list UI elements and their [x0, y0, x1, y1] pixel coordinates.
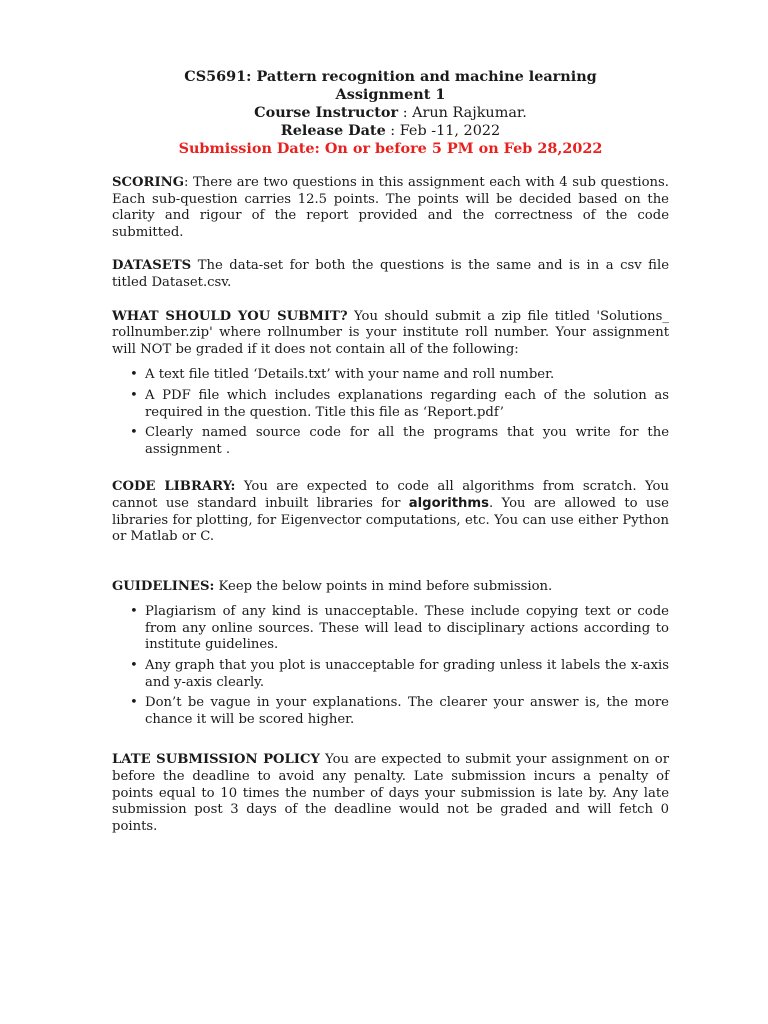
list-item-text: Don’t be vague in your explanations. The clearer your answer is, the more chance it will be scored higher. [145, 695, 669, 727]
code-library-text-2: . You are allowed to use libraries for plotting, for Eigenvector computations, etc. You can use either Python or Matlab or C. [112, 495, 669, 545]
datasets-section [112, 258, 669, 291]
submission-date: Submission Date: On or before 5 PM on Feb 28,2022 [178, 140, 603, 157]
release-line [112, 122, 669, 140]
list-item-text: A PDF file which includes explanations regarding each of the solution as required in the question. Title this file as ‘Report.pdf’ [145, 387, 669, 420]
algorithms-emphasis: algorithms [408, 495, 489, 511]
datasets-heading: DATASETS [112, 258, 192, 274]
code-library-heading: CODE LIBRARY: [112, 479, 236, 495]
list-item [112, 425, 669, 458]
list-item [112, 388, 669, 421]
bullet-icon: • [130, 425, 138, 441]
document-page [112, 68, 669, 835]
datasets-text: The data-set for both the questions is the same and is in a csv file titled Dataset.csv. [112, 258, 669, 290]
guidelines-list [112, 604, 669, 728]
bullet-icon: • [130, 658, 138, 674]
instructor-label: Course Instructor [254, 104, 399, 121]
instructor-separator: : [398, 105, 413, 121]
assignment-title: Assignment 1 [335, 86, 446, 103]
document-header [112, 68, 669, 158]
submit-section [112, 309, 669, 359]
list-item [112, 604, 669, 654]
submit-text: You should submit a zip file titled 'Solutions_ rollnumber.zip' where rollnumber is your institute roll number. Your assignment will NOT be graded if it does not contain all of the following: [112, 308, 669, 357]
list-item [112, 367, 669, 384]
late-policy-text: You are expected to submit your assignment on or before the deadline to avoid any penalty. Late submission incurs a penalty of points equal to 10 times the number of days your submission is late by. Any late submission post 3 days of the deadline would not be graded and will fetch 0 points. [112, 752, 669, 834]
submit-heading: WHAT SHOULD YOU SUBMIT? [112, 308, 348, 324]
scoring-section [112, 175, 669, 241]
code-library-text-1: You are expected to code all algorithms from scratch. You cannot use standard inbuilt libraries for [112, 479, 669, 511]
scoring-text: : There are two questions in this assignment each with 4 sub questions. Each sub-question carries 12.5 points. The points will be decided based on the clarity and rigour of the report provided and the correctness of the code submitted. [112, 175, 669, 240]
list-item-text: Clearly named source code for all the programs that you write for the assignment . [145, 425, 669, 457]
bullet-icon: • [130, 604, 138, 620]
list-item-text: A text file titled ‘Details.txt’ with your name and roll number. [145, 367, 555, 383]
list-item-text: Plagiarism of any kind is unacceptable. These include copying text or code from any online sources. These will lead to disciplinary actions according to institute guidelines. [145, 604, 669, 653]
guidelines-section [112, 579, 669, 596]
bullet-icon: • [130, 695, 138, 711]
list-item [112, 658, 669, 691]
bullet-icon: • [130, 387, 138, 403]
code-library-section [112, 479, 669, 545]
release-date: Feb -11, 2022 [399, 123, 501, 139]
late-policy-section [112, 752, 669, 835]
release-label: Release Date [280, 122, 386, 139]
list-item [112, 695, 669, 728]
guidelines-text: Keep the below points in mind before submission. [214, 578, 553, 594]
late-policy-heading: LATE SUBMISSION POLICY [112, 752, 320, 768]
release-separator: : [385, 123, 400, 139]
list-item-text: Any graph that you plot is unacceptable for grading unless it labels the x-axis and y-axis clearly. [145, 658, 669, 690]
instructor-name: Arun Rajkumar. [412, 105, 527, 121]
course-title: CS5691: Pattern recognition and machine learning [184, 68, 597, 85]
scoring-heading: SCORING [112, 175, 184, 190]
guidelines-heading: GUIDELINES: [112, 578, 215, 594]
bullet-icon: • [130, 367, 138, 383]
instructor-line [112, 104, 669, 122]
submit-list [112, 367, 669, 458]
